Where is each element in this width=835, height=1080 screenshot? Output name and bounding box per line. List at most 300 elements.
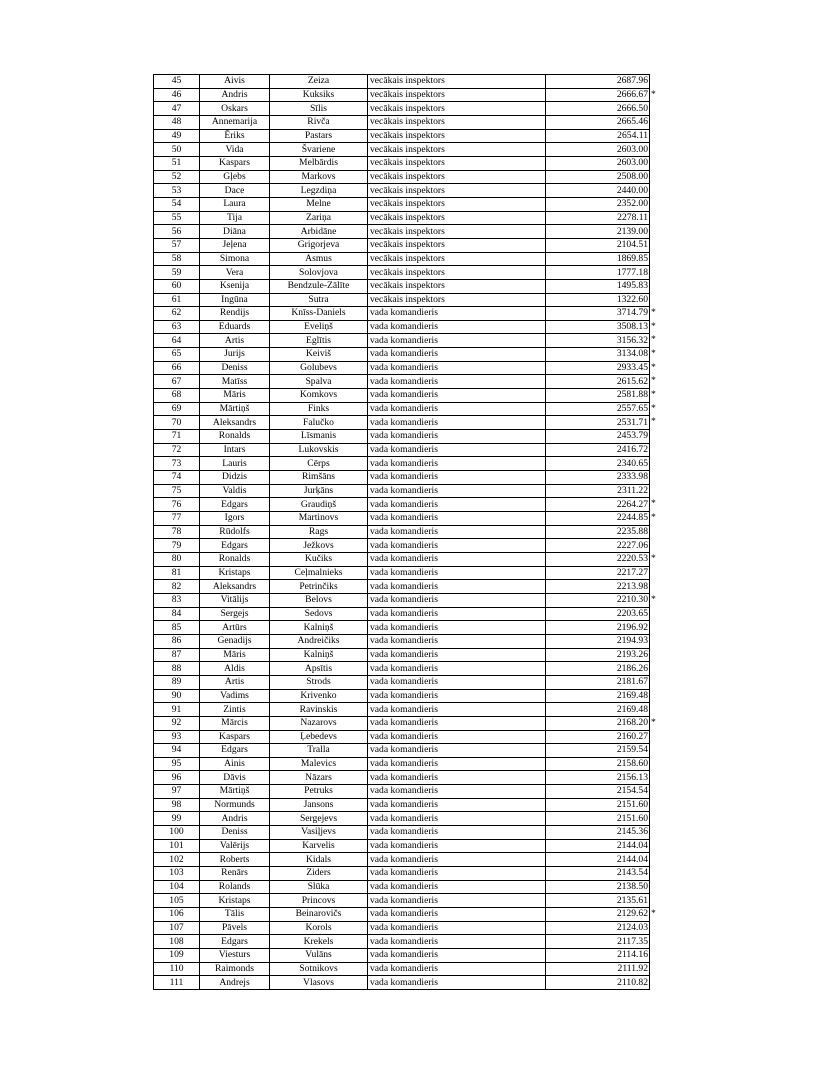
last-name-cell: [270, 894, 368, 908]
last-name-cell-text: Nāzars: [305, 771, 332, 783]
amount-cell: [546, 580, 650, 594]
amount-cell: [546, 949, 650, 963]
last-name-cell-text: Petrinčiks: [299, 580, 338, 592]
last-name-cell-text: Spalva: [305, 375, 332, 387]
position-cell: [368, 730, 546, 744]
first-name-cell: [200, 935, 270, 949]
first-name-cell: [200, 908, 270, 922]
row-number: [154, 880, 200, 894]
position-cell: [368, 771, 546, 785]
table-row: [154, 225, 650, 239]
position-cell: [368, 566, 546, 580]
row-number: [154, 798, 200, 812]
last-name-cell: [270, 430, 368, 444]
amount-cell: [546, 115, 650, 129]
position-cell-text: vecākais inspektors: [370, 157, 445, 169]
row-number: [154, 443, 200, 457]
position-cell: [368, 389, 546, 403]
last-name-cell-text: Finks: [307, 403, 330, 415]
last-name-cell-text: Malevics: [300, 758, 337, 770]
amount-cell: [546, 88, 656, 102]
row-number: [154, 389, 200, 403]
amount-cell-text: 2603.00: [616, 157, 648, 169]
last-name-cell-text: Cērps: [307, 457, 330, 469]
last-name-cell: [270, 730, 368, 744]
amount-cell: [546, 102, 650, 116]
table-row: [154, 976, 650, 990]
last-name-cell: [270, 170, 368, 184]
first-name-cell-text: Mārtiņš: [219, 403, 250, 415]
amount-cell-text: 2145.36: [616, 826, 648, 838]
table-row: [154, 293, 650, 307]
position-cell-text: vada komandieris: [370, 607, 438, 619]
table-row: [154, 607, 650, 621]
first-name-cell-text: Simona: [219, 252, 250, 264]
amount-cell: [546, 648, 650, 662]
last-name-cell: [270, 812, 368, 826]
table-row: [154, 389, 650, 403]
table-row: [154, 266, 650, 280]
table-row: [154, 484, 650, 498]
table-row: [154, 962, 650, 976]
row-number: [154, 402, 200, 416]
position-cell-text: vada komandieris: [370, 471, 438, 483]
amount-cell-text: 3508.13: [616, 321, 648, 333]
last-name-cell: [270, 211, 368, 225]
position-cell: [368, 785, 546, 799]
amount-cell: [546, 293, 650, 307]
row-number: [154, 334, 200, 348]
position-cell-text: vecākais inspektors: [370, 211, 445, 223]
amount-cell-text: 3134.08: [616, 348, 648, 360]
last-name-cell-text: Legzdiņa: [300, 184, 337, 196]
amount-cell: [546, 771, 650, 785]
position-cell-text: vecākais inspektors: [370, 280, 445, 292]
first-name-cell-text: Tālis: [224, 908, 245, 920]
position-cell-text: vada komandieris: [370, 676, 438, 688]
last-name-cell: [270, 839, 368, 853]
first-name-cell-text: Aldis: [224, 662, 245, 674]
position-cell-text: vecākais inspektors: [370, 143, 445, 155]
asterisk-mark: *: [651, 320, 656, 332]
row-number: [154, 102, 200, 116]
position-cell-text: vada komandieris: [370, 403, 438, 415]
last-name-cell-text: Ravinskis: [299, 703, 338, 715]
asterisk-mark: *: [651, 361, 656, 373]
table-row: [154, 662, 650, 676]
amount-cell: [546, 129, 650, 143]
last-name-cell: [270, 334, 368, 348]
position-cell: [368, 266, 546, 280]
row-number: [154, 552, 200, 566]
position-cell-text: vada komandieris: [370, 717, 438, 729]
last-name-cell: [270, 798, 368, 812]
amount-cell-text: 2139.00: [616, 225, 648, 237]
amount-cell-text: 2227.06: [616, 539, 648, 551]
row-number-text: 96: [171, 771, 182, 783]
amount-cell: [546, 716, 656, 730]
last-name-cell-text: Melne: [306, 198, 331, 210]
last-name-cell: [270, 416, 368, 430]
position-cell: [368, 826, 546, 840]
amount-cell: [546, 853, 650, 867]
first-name-cell: [200, 757, 270, 771]
row-number-text: 60: [171, 280, 182, 292]
last-name-cell: [270, 266, 368, 280]
last-name-cell: [270, 484, 368, 498]
row-number-text: 53: [171, 184, 182, 196]
amount-cell: [546, 757, 650, 771]
amount-cell: [546, 156, 650, 170]
position-cell: [368, 102, 546, 116]
amount-cell-text: 2129.62: [616, 908, 648, 920]
amount-cell-text: 2278.11: [617, 211, 648, 223]
position-cell-text: vada komandieris: [370, 689, 438, 701]
row-number: [154, 580, 200, 594]
row-number: [154, 730, 200, 744]
amount-cell: [546, 593, 656, 607]
amount-cell-text: 2264.27: [616, 498, 648, 510]
first-name-cell: [200, 443, 270, 457]
position-cell-text: vada komandieris: [370, 321, 438, 333]
table-row: [154, 580, 650, 594]
row-number: [154, 416, 200, 430]
row-number-text: 50: [171, 143, 182, 155]
last-name-cell: [270, 785, 368, 799]
position-cell: [368, 211, 546, 225]
table-row: [154, 348, 650, 362]
row-number: [154, 430, 200, 444]
amount-cell-text: 2603.00: [616, 143, 648, 155]
first-name-cell: [200, 621, 270, 635]
asterisk-mark: *: [651, 389, 656, 401]
first-name-cell-text: Intars: [223, 444, 246, 456]
last-name-cell: [270, 402, 368, 416]
amount-cell: [546, 566, 650, 580]
amount-cell: [546, 662, 650, 676]
first-name-cell-text: Jurijs: [224, 348, 245, 360]
amount-cell-text: 2143.54: [616, 867, 648, 879]
last-name-cell-text: Vasiļjevs: [301, 826, 336, 838]
position-cell-text: vada komandieris: [370, 840, 438, 852]
position-cell: [368, 867, 546, 881]
position-cell: [368, 430, 546, 444]
table-row: [154, 689, 650, 703]
last-name-cell: [270, 908, 368, 922]
first-name-cell-text: Aivis: [224, 75, 245, 87]
last-name-cell: [270, 757, 368, 771]
table-row: [154, 675, 650, 689]
last-name-cell-text: Falučko: [303, 416, 334, 428]
amount-cell: [546, 471, 650, 485]
first-name-cell-text: Edgars: [221, 539, 248, 551]
last-name-cell: [270, 621, 368, 635]
amount-cell: [546, 143, 650, 157]
position-cell: [368, 75, 546, 89]
last-name-cell: [270, 675, 368, 689]
row-number-text: 65: [171, 348, 182, 360]
row-number-text: 81: [171, 566, 182, 578]
last-name-cell-text: Līsmanis: [300, 430, 337, 442]
first-name-cell-text: Vida: [225, 143, 244, 155]
row-number-text: 63: [171, 321, 182, 333]
amount-cell: [546, 252, 650, 266]
table-row: [154, 307, 650, 321]
first-name-cell-text: Andris: [221, 812, 248, 824]
amount-cell: [546, 607, 650, 621]
position-cell-text: vada komandieris: [370, 922, 438, 934]
position-cell: [368, 744, 546, 758]
row-number: [154, 525, 200, 539]
first-name-cell: [200, 949, 270, 963]
amount-cell-text: 2154.54: [616, 785, 648, 797]
asterisk-mark: *: [651, 512, 656, 523]
position-cell: [368, 908, 546, 922]
table-row: [154, 211, 650, 225]
amount-cell-text: 2508.00: [616, 170, 648, 182]
table-row: [154, 853, 650, 867]
row-number: [154, 348, 200, 362]
amount-cell: [546, 798, 650, 812]
first-name-cell-text: Aleksandrs: [212, 580, 257, 592]
asterisk-mark: *: [651, 416, 656, 428]
last-name-cell-text: Asmus: [305, 252, 332, 264]
amount-cell: [546, 976, 650, 990]
first-name-cell-text: Kaspars: [219, 730, 250, 742]
table-row: [154, 102, 650, 116]
amount-cell: [546, 894, 650, 908]
row-number: [154, 566, 200, 580]
amount-cell: [546, 484, 650, 498]
amount-cell: [546, 634, 650, 648]
table-row: [154, 716, 650, 730]
first-name-cell: [200, 566, 270, 580]
first-name-cell: [200, 744, 270, 758]
row-number: [154, 771, 200, 785]
row-number-text: 51: [171, 157, 182, 169]
last-name-cell: [270, 443, 368, 457]
table-row: [154, 566, 650, 580]
first-name-cell-text: Oskars: [221, 102, 248, 114]
row-number-text: 45: [171, 75, 182, 87]
first-name-cell: [200, 102, 270, 116]
table-row: [154, 648, 650, 662]
amount-cell-text: 2111.92: [617, 962, 648, 974]
row-number: [154, 757, 200, 771]
row-number-text: 59: [171, 266, 182, 278]
position-cell-text: vada komandieris: [370, 703, 438, 715]
amount-cell-text: 2665.46: [616, 116, 648, 128]
last-name-cell-text: Zariņa: [305, 211, 332, 223]
last-name-cell: [270, 662, 368, 676]
amount-cell: [546, 225, 650, 239]
first-name-cell-text: Dāvis: [223, 771, 246, 783]
position-cell-text: vada komandieris: [370, 566, 438, 578]
position-cell: [368, 607, 546, 621]
last-name-cell: [270, 389, 368, 403]
row-number-text: 99: [171, 812, 182, 824]
row-number-text: 80: [171, 553, 182, 565]
salary-table: [153, 74, 656, 990]
amount-cell-text: 2453.79: [616, 430, 648, 442]
asterisk-mark: *: [651, 716, 656, 728]
first-name-cell-text: Gļebs: [223, 170, 246, 182]
last-name-cell: [270, 949, 368, 963]
amount-cell: [546, 512, 656, 526]
first-name-cell: [200, 580, 270, 594]
amount-cell-text: 2196.92: [616, 621, 648, 633]
position-cell-text: vada komandieris: [370, 553, 438, 565]
asterisk-mark: *: [651, 307, 656, 319]
amount-cell: [546, 908, 656, 922]
first-name-cell: [200, 115, 270, 129]
position-cell-text: vecākais inspektors: [370, 252, 445, 264]
last-name-cell-text: Melbārdis: [299, 157, 338, 169]
position-cell: [368, 648, 546, 662]
table-row: [154, 443, 650, 457]
row-number-text: 78: [171, 525, 182, 537]
row-number: [154, 266, 200, 280]
row-number-text: 106: [169, 908, 184, 920]
last-name-cell-text: Arbidāne: [300, 225, 337, 237]
row-number: [154, 607, 200, 621]
first-name-cell-text: Andris: [221, 88, 248, 100]
position-cell: [368, 225, 546, 239]
position-cell: [368, 935, 546, 949]
last-name-cell: [270, 935, 368, 949]
amount-cell-text: 2144.04: [616, 853, 648, 865]
first-name-cell-text: Lauris: [222, 457, 247, 469]
first-name-cell: [200, 129, 270, 143]
row-number: [154, 949, 200, 963]
first-name-cell-text: Rolands: [218, 881, 251, 893]
amount-cell: [546, 389, 656, 403]
amount-cell-text: 3714.79: [616, 307, 648, 319]
first-name-cell-text: Roberts: [219, 853, 250, 865]
row-number: [154, 826, 200, 840]
first-name-cell-text: Edgars: [221, 935, 248, 947]
amount-cell: [546, 238, 650, 252]
position-cell: [368, 348, 546, 362]
row-number: [154, 75, 200, 89]
row-number: [154, 498, 200, 512]
last-name-cell-text: Krivenko: [300, 689, 337, 701]
last-name-cell-text: Eveliņš: [304, 321, 333, 333]
amount-cell-text: 2933.45: [616, 362, 648, 374]
amount-cell-text: 1495.83: [616, 280, 648, 292]
last-name-cell-text: Komkovs: [299, 389, 338, 401]
amount-cell: [546, 826, 650, 840]
last-name-cell-text: Sergejevs: [299, 812, 338, 824]
amount-cell-text: 2333.98: [616, 471, 648, 483]
first-name-cell-text: Aleksandrs: [212, 416, 257, 428]
table-row: [154, 880, 650, 894]
first-name-cell-text: Igors: [224, 512, 245, 524]
first-name-cell-text: Laura: [223, 198, 246, 210]
position-cell: [368, 143, 546, 157]
row-number: [154, 894, 200, 908]
row-number: [154, 908, 200, 922]
last-name-cell-text: Eglītis: [305, 334, 332, 346]
row-number-text: 79: [171, 539, 182, 551]
first-name-cell-text: Rendijs: [219, 307, 250, 319]
position-cell: [368, 402, 546, 416]
amount-cell-text: 1869.85: [616, 252, 648, 264]
row-number: [154, 129, 200, 143]
amount-cell-text: 2138.50: [616, 881, 648, 893]
amount-cell: [546, 361, 656, 375]
amount-cell-text: 2244.85: [616, 512, 648, 524]
position-cell: [368, 525, 546, 539]
last-name-cell-text: Rags: [308, 525, 329, 537]
position-cell-text: vada komandieris: [370, 662, 438, 674]
last-name-cell-text: Vlasovs: [303, 976, 334, 988]
first-name-cell-text: Kaspars: [219, 157, 250, 169]
row-number: [154, 675, 200, 689]
last-name-cell-text: Karvelis: [302, 840, 335, 852]
first-name-cell-text: Vadims: [220, 689, 249, 701]
asterisk-mark: *: [651, 908, 656, 920]
position-cell: [368, 976, 546, 990]
amount-cell-text: 2654.11: [617, 129, 648, 141]
first-name-cell: [200, 430, 270, 444]
first-name-cell-text: Valērijs: [219, 840, 250, 852]
first-name-cell-text: Valdis: [222, 485, 247, 497]
row-number-text: 73: [171, 457, 182, 469]
amount-cell-text: 2160.27: [616, 730, 648, 742]
position-cell: [368, 498, 546, 512]
last-name-cell: [270, 225, 368, 239]
row-number-text: 69: [171, 403, 182, 415]
last-name-cell-text: Jansons: [303, 799, 334, 811]
row-number-text: 107: [169, 922, 184, 934]
row-number-text: 47: [171, 102, 182, 114]
position-cell: [368, 129, 546, 143]
amount-cell: [546, 375, 656, 389]
position-cell: [368, 184, 546, 198]
first-name-cell-text: Deniss: [221, 826, 248, 838]
last-name-cell: [270, 703, 368, 717]
last-name-cell: [270, 197, 368, 211]
amount-cell-text: 2210.30: [616, 594, 648, 606]
table-row: [154, 252, 650, 266]
first-name-cell: [200, 238, 270, 252]
first-name-cell: [200, 662, 270, 676]
last-name-cell: [270, 129, 368, 143]
last-name-cell-text: Pastars: [304, 129, 333, 141]
row-number: [154, 211, 200, 225]
row-number: [154, 853, 200, 867]
row-number-text: 101: [169, 840, 184, 852]
first-name-cell: [200, 867, 270, 881]
position-cell: [368, 416, 546, 430]
first-name-cell: [200, 170, 270, 184]
first-name-cell-text: Ronalds: [218, 430, 251, 442]
amount-cell-text: 2557.65: [616, 403, 648, 415]
last-name-cell-text: Krekels: [303, 935, 334, 947]
first-name-cell: [200, 634, 270, 648]
amount-cell-text: 1322.60: [616, 293, 648, 305]
amount-cell-text: 2531.71: [616, 416, 648, 428]
amount-cell-text: 2158.60: [616, 758, 648, 770]
first-name-cell: [200, 894, 270, 908]
position-cell: [368, 580, 546, 594]
row-number-text: 77: [171, 512, 182, 524]
row-number: [154, 621, 200, 635]
position-cell-text: vada komandieris: [370, 580, 438, 592]
position-cell: [368, 293, 546, 307]
position-cell: [368, 170, 546, 184]
